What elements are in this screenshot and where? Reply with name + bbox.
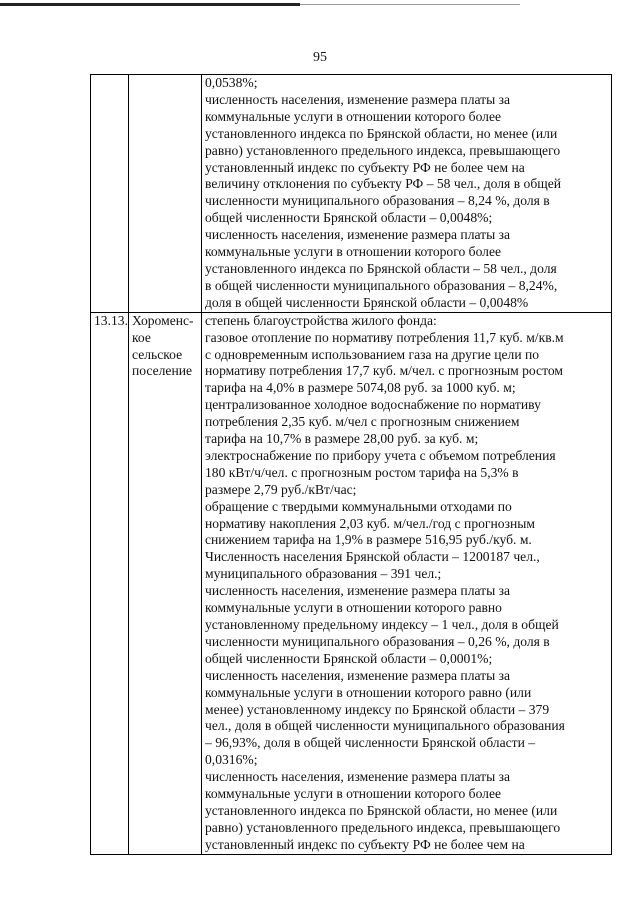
description-line: коммунальные услуги в отношении которого более <box>205 108 502 124</box>
description-line: потребления 2,35 куб. м/чел с прогнозным снижением <box>205 414 520 430</box>
description-line: численность населения, изменение размера платы за <box>205 769 511 785</box>
table-row <box>91 312 612 854</box>
page-number: 95 <box>313 50 327 65</box>
description-line: установленного индекса по Брянской области – 58 чел., доля <box>205 260 557 276</box>
description-line: общей численности Брянской области – 0,0048%; <box>205 210 493 226</box>
description-line: степень благоустройства жилого фонда: <box>205 312 437 328</box>
scan-edge-mark <box>0 3 300 6</box>
description-line: электроснабжение по прибору учета с объемом потребления <box>205 447 556 463</box>
description-line: численность населения, изменение размера платы за <box>205 583 511 599</box>
description-line: 0,0316%; <box>205 752 258 768</box>
description-line: – 96,93%, доля в общей численности Брянской области – <box>205 735 536 751</box>
municipality-name-line: сельское <box>132 346 183 362</box>
municipality-name-line: кое <box>132 329 151 345</box>
description-line: газовое отопление по нормативу потребления 11,7 куб. м/кв.м <box>205 329 564 345</box>
description-line: тарифа на 4,0% в размере 5074,08 руб. за 1000 куб. м; <box>205 380 516 396</box>
description-line: снижением тарифа на 1,9% в размере 516,95 руб./куб. м. <box>205 532 532 548</box>
description-line: чел., доля в общей численности муниципального образования <box>205 718 565 734</box>
municipality-name-line: Хороменс- <box>132 312 194 328</box>
description-line: коммунальные услуги в отношении которого равно (или <box>205 684 532 700</box>
description-line: менее) установленному индексу по Брянской области – 379 <box>205 701 550 717</box>
description-line: нормативу потребления 17,7 куб. м/чел. с прогнозным ростом <box>205 363 563 379</box>
description-line: установленный индекс по субъекту РФ не более чем на <box>205 836 525 852</box>
municipality-name-line: поселение <box>132 363 193 379</box>
description-line: равно) установленного предельного индекса, превышающего <box>205 819 561 835</box>
description-line: установленного индекса по Брянской области, но менее (или <box>205 125 558 141</box>
description-line: установленного индекса по Брянской области, но менее (или <box>205 802 558 818</box>
row-number-cell <box>91 312 129 854</box>
description-line: коммунальные услуги в отношении которого более <box>205 244 502 260</box>
description-line: установленному предельному индексу – 1 чел., доля в общей <box>205 617 559 632</box>
description-line: доля в общей численности Брянской области – 0,0048% <box>205 294 529 310</box>
row-number: 13.13. <box>94 312 128 328</box>
row-number-cell <box>91 75 129 313</box>
description-line: муниципального образования – 391 чел.; <box>205 566 442 582</box>
municipality-name-cell <box>129 312 202 854</box>
description-line: численность населения, изменение размера платы за <box>205 91 511 107</box>
description-line: Численность населения Брянской области – 1200187 чел., <box>205 549 540 565</box>
description-cell <box>202 312 612 854</box>
description-line: общей численности Брянской области – 0,0001%; <box>205 650 493 666</box>
description-line: централизованное холодное водоснабжение по нормативу <box>205 397 541 413</box>
description-line: равно) установленного предельного индекса, превышающего <box>205 142 561 158</box>
description-line: численности муниципального образования – 8,24 %, доля в <box>205 193 550 209</box>
description-line: с одновременным использованием газа на другие цели по <box>205 346 540 362</box>
description-line: численности муниципального образования – 0,26 %, доля в <box>205 633 550 649</box>
description-line: коммунальные услуги в отношении которого более <box>205 786 502 802</box>
description-line: установленный индекс по субъекту РФ не более чем на <box>205 159 525 175</box>
description-line: нормативу накопления 2,03 куб. м/чел./год с прогнозным <box>205 515 535 531</box>
description-line: в общей численности муниципального образования – 8,24%, <box>205 277 558 293</box>
scan-edge-mark-thin <box>300 4 520 5</box>
description-line: размере 2,79 руб./кВт/час; <box>205 481 357 497</box>
municipality-name-cell <box>129 75 202 313</box>
description-line: тарифа на 10,7% в размере 28,00 руб. за куб. м; <box>205 431 479 447</box>
table-row <box>91 75 612 313</box>
description-line: численность населения, изменение размера платы за <box>205 667 511 683</box>
description-cell <box>202 75 612 313</box>
description-line: коммунальные услуги в отношении которого равно <box>205 600 502 616</box>
page-bottom-margin <box>0 882 640 905</box>
description-line: обращение с твердыми коммунальными отходами по <box>205 498 512 514</box>
description-line: 180 кВт/ч/чел. с прогнозным ростом тарифа на 5,3% в <box>205 464 519 480</box>
description-line: численность населения, изменение размера платы за <box>205 227 511 243</box>
document-table <box>90 74 612 855</box>
description-line: 0,0538%; <box>205 75 258 90</box>
description-line: величину отклонения по субъекту РФ – 58 чел., доля в общей <box>205 176 562 192</box>
